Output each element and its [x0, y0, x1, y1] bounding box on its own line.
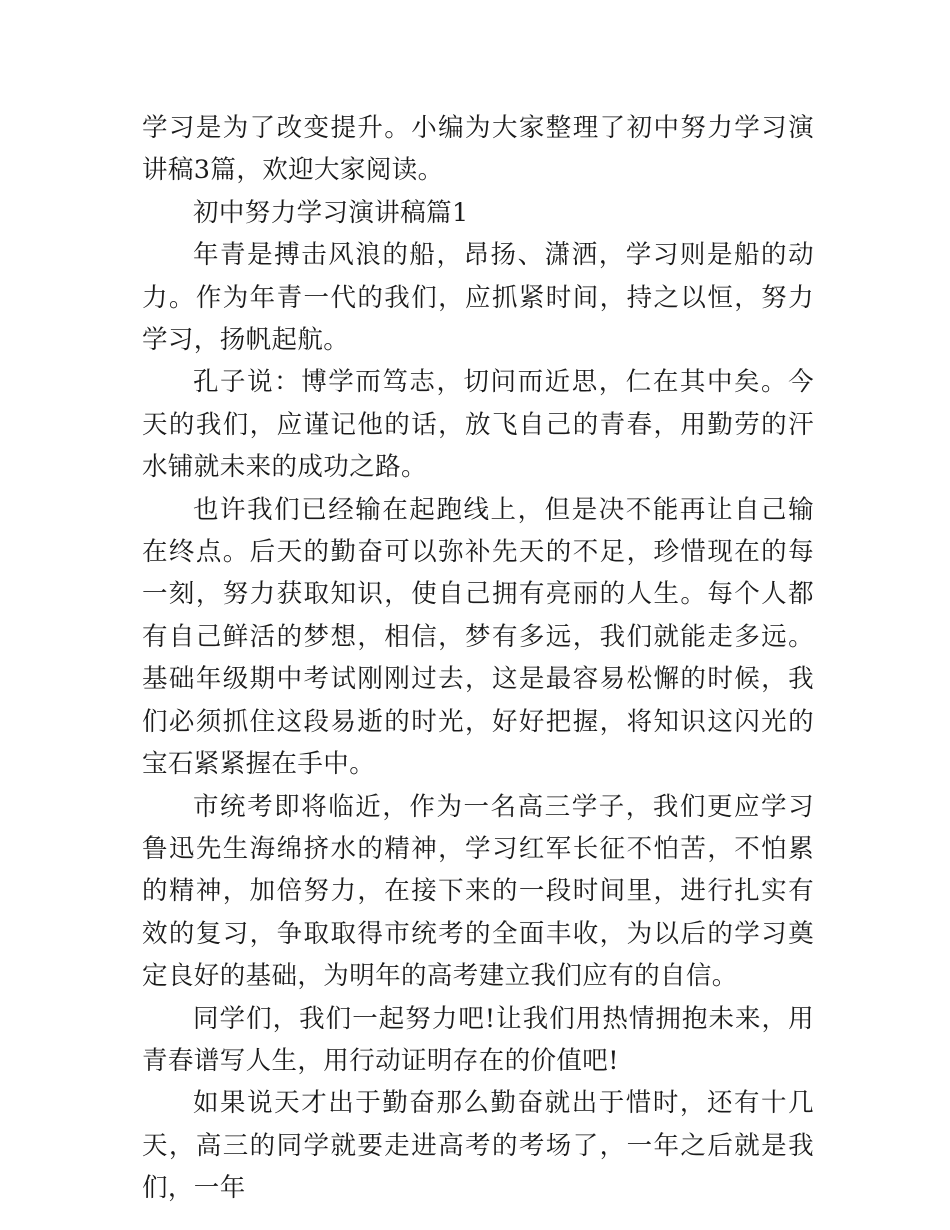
document-body	[142, 107, 814, 1210]
intro-paragraph: 学习是为了改变提升。小编为大家整理了初中努力学习演讲稿3篇，欢迎大家阅读。	[142, 113, 814, 186]
body-paragraph: 同学们，我们一起努力吧!让我们用热情拥抱未来，用青春谱写人生，用行动证明存在的价值吧!	[142, 1003, 814, 1076]
body-paragraph: 如果说天才出于勤奋那么勤奋就出于惜时，还有十几天，高三的同学就要走进高考的考场了，一年之后就是我们，一年	[142, 1088, 814, 1204]
section-heading: 初中努力学习演讲稿篇1	[193, 197, 469, 228]
body-paragraph: 年青是搏击风浪的船，昂扬、潇洒，学习则是船的动力。作为年青一代的我们，应抓紧时间，持之以恒，努力学习，扬帆起航。	[142, 240, 814, 356]
body-paragraph: 也许我们已经输在起跑线上，但是决不能再让自己输在终点。后天的勤奋可以弥补先天的不足，珍惜现在的每一刻，努力获取知识，使自己拥有亮丽的人生。每个人都有自己鲜活的梦想，相信，梦有多远，我们就能走多远。 基础年级期中考试刚刚过去，这是最容易松懈的时候，我们必须抓住这段易逝的时光，好好把握，将知识这闪光的宝石紧紧握在手中。	[142, 494, 814, 780]
body-paragraph: 孔子说：博学而笃志，切问而近思，仁在其中矣。今天的我们，应谨记他的话，放飞自己的青春，用勤劳的汗水铺就未来的成功之路。	[142, 367, 814, 483]
body-paragraph: 市统考即将临近，作为一名高三学子，我们更应学习鲁迅先生海绵挤水的精神，学习红军长征不怕苦，不怕累的精神，加倍努力，在接下来的一段时间里，进行扎实有效的复习，争取取得市统考的全面丰收，为以后的学习奠定良好的基础，为明年的高考建立我们应有的自信。	[142, 791, 814, 992]
